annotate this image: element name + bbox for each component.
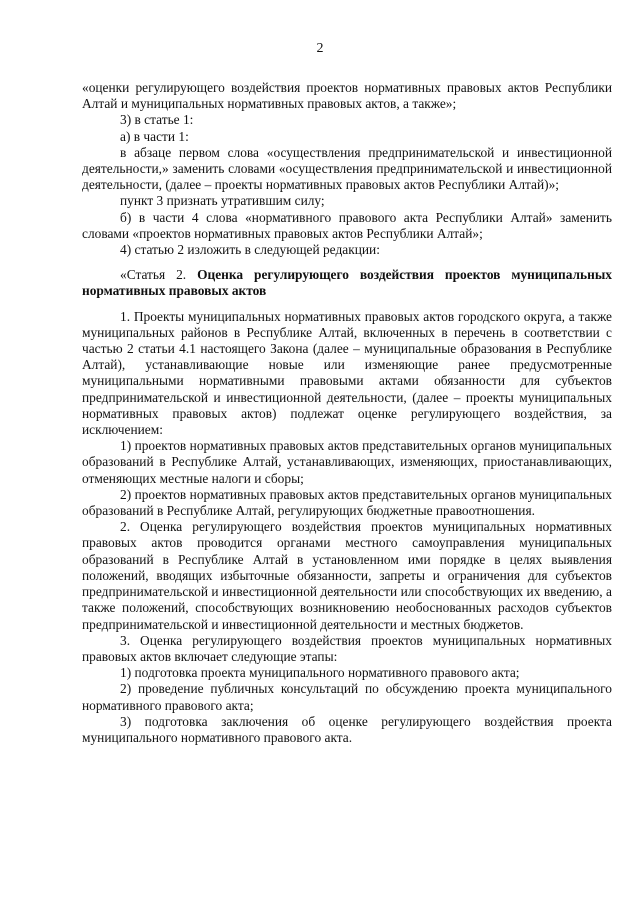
paragraph: в абзаце первом слова «осуществления предпринимательской и инвестиционной деятельности,» заменить словами «осуществления предпринимательской и инвестиционной деятельности, (далее – проекты нормативных правовых актов Республики Алтай)»;	[82, 144, 612, 193]
paragraph: 1. Проекты муниципальных нормативных правовых актов городского округа, а также муниципальных районов в Республике Алтай, включенных в перечень в соответствии с частью 2 статьи 4.1 настоящего Закона (далее – муниципальные образования в Республике Алтай), устанавливающие новые или изменяющие ранее предусмотренные муниципальными нормативными правовыми актами обязанности для субъектов предпринимательской и инвестиционной деятельности, (далее – проекты муниципальных нормативных правовых актов) подлежат оценке регулирующего воздействия, за исключением:	[82, 308, 612, 438]
paragraph: «оценки регулирующего воздействия проектов нормативных правовых актов Республики Алтай и муниципальных нормативных правовых актов, а также»;	[82, 80, 612, 112]
paragraph: 3) в статье 1:	[120, 112, 194, 128]
paragraph: 4) статью 2 изложить в следующей редакции:	[120, 242, 380, 258]
paragraph: 3) подготовка заключения об оценке регулирующего воздействия проекта муниципального нормативного правового акта.	[82, 713, 612, 745]
article-title: Оценка регулирующего воздействия проектов муниципальных нормативных правовых актов	[82, 267, 612, 299]
paragraph: 3. Оценка регулирующего воздействия проектов муниципальных нормативных правовых актов включает следующие этапы:	[82, 632, 612, 664]
paragraph: пункт 3 признать утратившим силу;	[120, 193, 325, 209]
paragraph: 2. Оценка регулирующего воздействия проектов муниципальных нормативных правовых актов проводится органами местного самоуправления муниципальных образований в Республике Алтай в установленном ими порядке в целях выявления положений, вводящих избыточные обязанности, запреты и ограничения для субъектов предпринимательской и инвестиционной деятельности или способствующих их введению, а также положений, способствующих возникновению необоснованных расходов субъектов предпринимательской и инвестиционной деятельности и местных бюджетов.	[82, 519, 612, 632]
paragraph: 2) проектов нормативных правовых актов представительных органов муниципальных образований в Республике Алтай, регулирующих бюджетные правоотношения.	[82, 486, 612, 519]
article-heading	[82, 267, 612, 299]
article-number: «Статья 2.	[120, 267, 187, 283]
page-number: 2	[316, 41, 324, 56]
paragraph: б) в части 4 слова «нормативного правового акта Республики Алтай» заменить словами «проектов нормативных правовых актов Республики Алтай»;	[82, 209, 612, 241]
paragraph: а) в части 1:	[120, 128, 189, 144]
paragraph: 1) проектов нормативных правовых актов представительных органов муниципальных образований в Республике Алтай, устанавливающих, изменяющих, приостанавливающих, отменяющих местные налоги и сборы;	[82, 438, 612, 486]
document-text	[82, 80, 612, 746]
paragraph: 1) подготовка проекта муниципального нормативного правового акта;	[120, 665, 520, 681]
paragraph: 2) проведение публичных консультаций по обсуждению проекта муниципального нормативного правового акта;	[82, 681, 612, 713]
